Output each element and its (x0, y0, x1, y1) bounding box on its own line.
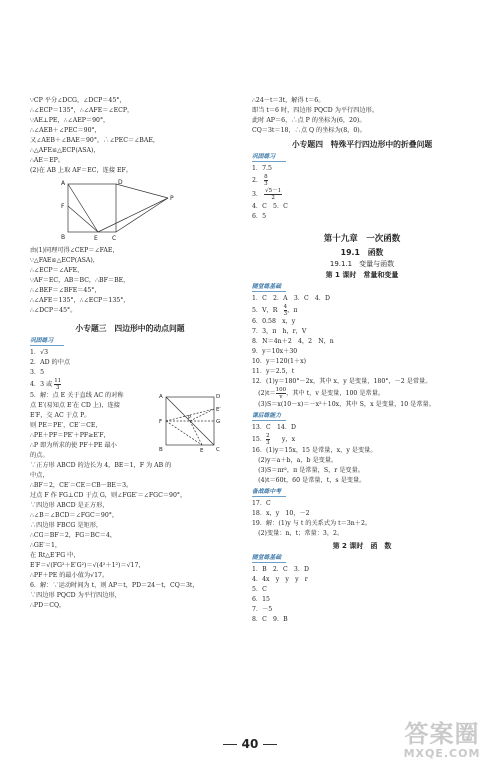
text-line: 12．(1)y＝180°－2x，其中 x，y 是变量，180°，－2 是常量。 (252, 378, 432, 385)
text-line: (2)变量：n，t；常量：3，2。 (252, 530, 344, 537)
text-line: ∴∠ECP＝135°，∴∠AFE＝∠ECP， (30, 107, 134, 114)
svg-text:C: C (112, 235, 117, 242)
svg-text:P: P (188, 415, 192, 421)
text-line: 点 E′(易知点 E′在 CD 上)，连接 (30, 402, 120, 409)
text-line: (2)y＝a＋b，a，b 是变量。 (252, 457, 338, 464)
svg-text:B: B (61, 234, 66, 241)
text-line: 4．4x y y y r (252, 576, 308, 583)
text-line: 中点， (30, 472, 49, 479)
svg-text:C: C (216, 447, 220, 453)
text-line: ∵四边形 PQCD 为平行四边形， (30, 592, 121, 599)
text-line: ∴CG＝BF＝2，FG＝BC＝4， (30, 532, 117, 539)
svg-text:D: D (216, 394, 221, 400)
text-line: 1．B 2．C 3．D (252, 566, 309, 573)
solution-text-block (30, 246, 230, 316)
text-line: 5．C (252, 586, 267, 593)
text-line: 5．解：点 E 关于直线 AC 的对称 (30, 392, 124, 399)
text-line: ∵正方形 ABCD 的边长为 4，BE＝1，F 为 AB 的 (30, 462, 172, 469)
section-tag: 随堂练基础 (252, 554, 286, 563)
svg-text:E: E (200, 448, 204, 453)
text-line: 9．y＝10x＋30 (252, 348, 298, 355)
solution-text-block (30, 96, 230, 176)
text-line: 1．C 2．A 3．C 4．D (252, 295, 330, 302)
text-line: 又∠AEB＋∠BAE＝90°，∴∠PEC＝∠BAE， (30, 137, 160, 144)
section-title: 小专题三 四边形中的动点问题 (75, 324, 185, 333)
text-line: 此时 AP＝6，∴点 P 的坐标为(6，20)。 (252, 117, 366, 124)
left-column (30, 96, 230, 611)
subsection-heading: 19.1.1 变量与函数 (329, 260, 395, 268)
text-line: ∴P 即为所求的使 PF＋PE 最小 (30, 442, 117, 449)
text-line: ∴24－t＝3t，解得 t＝6。 (252, 97, 325, 104)
text-line: 6．解：∵运动时间为 t，则 AP＝t，PD＝24－t，CQ＝3t， (30, 582, 199, 589)
svg-text:B: B (159, 447, 163, 453)
answer-line: 3． $\frac{√5-1}{2}$ (252, 188, 282, 201)
text-line: ∵CP 平分∠DCG，∠DCP＝45°， (30, 97, 126, 104)
section-tag: 巩固练习 (30, 337, 64, 346)
section-tag: 备战练中考 (252, 488, 286, 497)
page-number: 40 (0, 737, 500, 751)
right-column (252, 96, 472, 625)
answer-list (30, 348, 230, 378)
text-line: ∴PF＋PE 的最小值为√17。 (30, 572, 109, 579)
text-line: 在 Rt△E′FG 中， (30, 552, 80, 559)
problem-5-block (30, 391, 230, 611)
text-line: 即当 t＝6 时，四边形 PQCD 为平行四边形。 (252, 107, 379, 114)
text-line: ∴AE＝EP。 (30, 157, 64, 164)
text-line: ∵△FAE≌△ECP(ASA)， (30, 257, 99, 264)
svg-text:E′: E′ (216, 407, 221, 413)
text-line: ∵四边形 ABCD 是正方形， (30, 502, 109, 509)
text-line: ∴∠B＝∠BCD＝∠FGC＝90°， (30, 512, 119, 519)
text-line: 13．C 14．D (252, 424, 297, 431)
solution-text-block (252, 96, 472, 136)
answer-line: 15． $\frac{2}{3}$ y，x (252, 433, 296, 446)
geometry-figure-square-abcd (60, 176, 180, 246)
lesson-heading: 第 2 课时 函 数 (332, 542, 392, 550)
svg-text:P: P (170, 195, 174, 202)
text-line: 6．0.58 x，y (252, 318, 296, 325)
svg-text:A: A (61, 180, 66, 187)
text-line: 17．C (252, 500, 271, 507)
text-line: 8．C 9．B (252, 616, 288, 623)
text-line: ∵AE⊥PE，∴∠AEP＝90°， (30, 117, 110, 124)
svg-text:F: F (159, 419, 163, 425)
text-line: ∴BF＝2，CE′＝CE＝CB－BE＝3。 (30, 482, 133, 489)
text-line: 10．y＝120(1＋x) (252, 358, 306, 365)
text-line: ∴∠DCP＝45°。 (30, 307, 77, 314)
section-title: 小专题四 特殊平行四边形中的折叠问题 (291, 140, 433, 149)
text-line: (4)t＝60t，60 是常量，t，s 是变量。 (252, 477, 366, 484)
answer-line: 5．V，R $\frac{4}{3}$ ，π (252, 304, 298, 317)
chapter-title: 第十九章 一次函数 (323, 234, 401, 244)
answer-line: 1．7.5 (252, 165, 272, 172)
text-line: 3．5 (30, 369, 45, 376)
answer-list (252, 202, 472, 222)
text-line: 11．y＝2.5，t (252, 368, 295, 375)
svg-text:A: A (159, 394, 163, 400)
text-line: (3)S＝πr²，π 是常量，S，r 是变量。 (252, 467, 364, 474)
section-tag: 课后练能力 (252, 412, 286, 421)
text-line: 由(1)同理可得∠CEP＝∠FAE， (30, 247, 119, 254)
answer-line: 4．3 或 $\frac{11}{3}$ (30, 378, 62, 391)
geometry-figure-square-symmetry (158, 389, 224, 453)
text-line: 则 PE＝PE′，CE′＝CE， (30, 422, 102, 429)
section-tag: 巩固练习 (252, 153, 286, 162)
svg-text:E: E (94, 235, 98, 242)
text-line: E′F＝√(FG²＋E′G²)＝√(4²＋1²)＝√17， (30, 562, 145, 569)
text-line: 8．N＝4n＋2 4，2 N，n (252, 338, 334, 345)
text-line: CQ＝3t＝18，∴点 Q 的坐标为(8，0)。 (252, 127, 366, 134)
text-line: 4．C 5．C (252, 203, 288, 210)
text-line: ∴△AFE≌△ECP(ASA)， (30, 147, 100, 154)
svg-text:D: D (118, 179, 123, 186)
svg-text:F: F (61, 203, 65, 210)
text-line: 7．3，π h，r，V (252, 328, 307, 335)
section-tag: 随堂练基础 (252, 283, 286, 292)
lesson-heading: 第 1 课时 常量和变量 (325, 271, 399, 279)
text-line: ∴PD＝CQ， (30, 602, 66, 609)
text-line: 7．－5 (252, 606, 273, 613)
text-line: ∴GE′＝1， (30, 542, 62, 549)
text-line: ∴∠ECP＝∠AFE， (30, 267, 84, 274)
answer-line: 2． $\frac{8}{3}$ (252, 174, 268, 187)
svg-text:G: G (216, 419, 221, 425)
text-line: 18．x，y 10，－2 (252, 510, 310, 517)
text-line: 6．15 (252, 596, 270, 603)
answer-line: (3)S＝x(10－x)＝－x²＋10x，其中 S，x 是变量，10 是常量。 (252, 401, 435, 408)
text-line: 6．5 (252, 213, 267, 220)
text-line: ∵AF＝EC，AB＝BC，∴BF＝BE， (30, 277, 130, 284)
text-line: 2．AD 的中点 (30, 359, 71, 366)
text-line: 1．√3 (30, 349, 49, 356)
text-line: ∴∠AFE＝135°，∴∠ECP＝135°， (30, 297, 130, 304)
answer-line: (2)t＝ $\frac{100}{v}$ ，其中 t，v 是变量，100 是常量。 (252, 387, 385, 400)
text-line: ∴∠BEF＝∠BFE＝45°， (30, 287, 101, 294)
text-line: 过点 F 作 FG⊥CD 于点 G，则∠FGE′＝∠FGC＝90°， (30, 492, 187, 499)
text-line: ∴∠AEB＋∠PEC＝90°， (30, 127, 101, 134)
text-line: E′F，交 AC 于点 P。 (30, 412, 91, 419)
text-line: 16．(1)y＝15x，15 是常量，x，y 是变量。 (252, 447, 377, 454)
text-line: ∴PE＋PF＝PE′＋PF≥E′F， (30, 432, 110, 439)
section-heading: 19.1 函数 (340, 248, 384, 257)
text-line: 19．解：(1)y 与 t 的关系式为 t＝3n＋2。 (252, 520, 372, 527)
text-line: 的点。 (30, 452, 49, 459)
text-line: ∴四边形 FBCG 是矩形， (30, 522, 103, 529)
watermark-logo: 答案圈 MXQE.COM (403, 720, 481, 760)
text-line: (2)在 AB 上取 AF＝EC，连接 EF。 (30, 167, 132, 174)
